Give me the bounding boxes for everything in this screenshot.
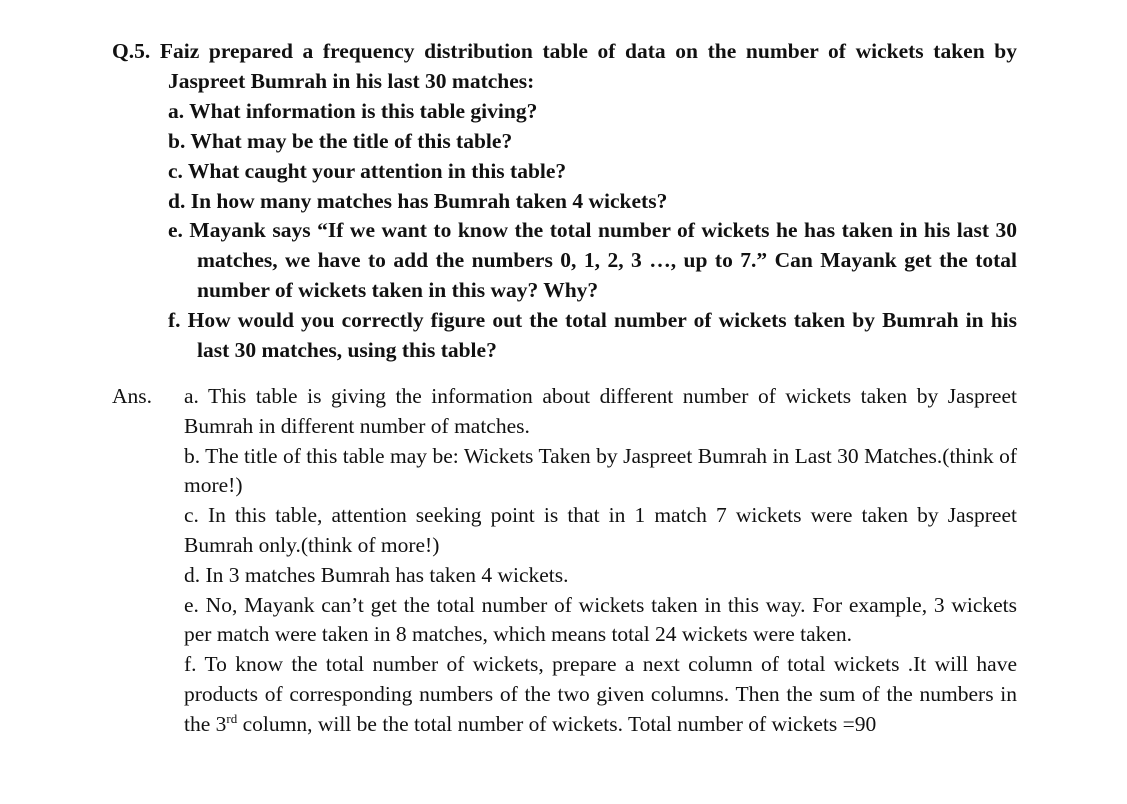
answer-part-f-text: f. To know the total number of wickets, prepare a next column of total wickets .It will have products of corresponding numbers of the two given columns. Then the sum of the numbers in the 3 [184,652,1017,736]
answer-label: Ans. [112,384,153,408]
question-part-c: c. What caught your attention in this table? [168,158,567,183]
question-part-a: a. What information is this table giving? [168,98,538,123]
answer-part-f [184,650,1017,739]
ordinal-superscript: rd [226,710,238,726]
answer-body [184,382,1017,740]
question-heading: Q.5. Faiz prepared a frequency distribution table of data on the number of wickets taken by Jaspreet Bumrah in his last 30 matches: [112,39,1017,93]
answer-part-c: c. In this table, attention seeking point is that in 1 match 7 wickets were taken by Jaspreet Bumrah only.(think of more!) [184,503,1017,557]
answer-part-d: d. In 3 matches Bumrah has taken 4 wickets. [184,562,569,587]
question-part-e: e. Mayank says “If we want to know the total number of wickets he has taken in his last 30 matches, we have to add the numbers 0, 1, 2, 3 …, up to 7.” Can Mayank get the total number of wickets taken in this way? Why? [168,218,1017,303]
question-part-f: f. How would you correctly figure out the total number of wickets taken by Bumrah in his last 30 matches, using this table? [168,308,1017,363]
answer-block [112,382,1017,740]
answer-part-f-text-end: column, will be the total number of wickets. Total number of wickets =90 [237,711,877,736]
answer-part-b: b. The title of this table may be: Wickets Taken by Jaspreet Bumrah in Last 30 Matches.(think of more!) [184,443,1017,498]
answer-part-a: a. This table is giving the information about different number of wickets taken by Jaspreet Bumrah in different number of matches. [184,384,1017,438]
question-block [112,37,1017,366]
answer-part-e: e. No, Mayank can’t get the total number of wickets taken in this way. For example, 3 wickets per match were taken in 8 matches, which means total 24 wickets were taken. [184,592,1017,647]
question-part-b: b. What may be the title of this table? [168,128,513,153]
question-part-d: d. In how many matches has Bumrah taken 4 wickets? [168,188,668,213]
